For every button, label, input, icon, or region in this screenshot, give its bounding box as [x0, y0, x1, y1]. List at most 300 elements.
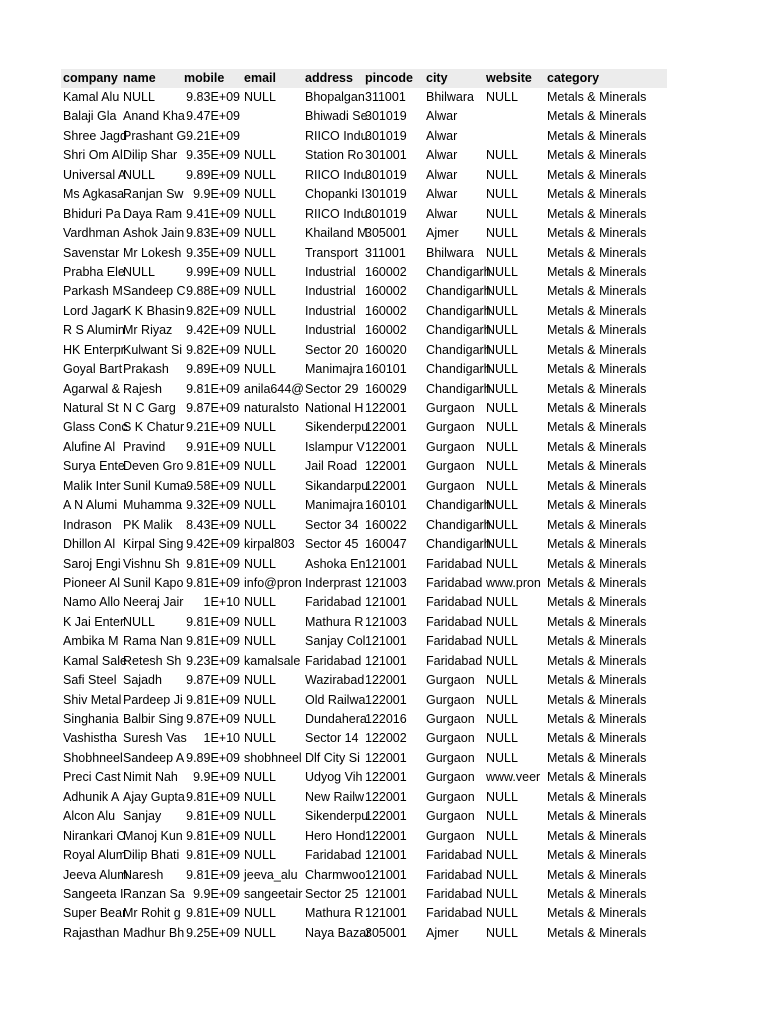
cell-city[interactable]: Gurgaon	[426, 401, 475, 415]
cell-email[interactable]: NULL	[244, 906, 276, 921]
cell-category[interactable]: Metals & Minerals	[547, 789, 647, 804]
cell-mobile[interactable]: 9.81E+09	[186, 381, 240, 396]
cell-website[interactable]: NULL	[486, 614, 518, 629]
cell-mobile[interactable]: 9.99E+09	[186, 264, 240, 279]
cell-mobile[interactable]: 9.42E+09	[186, 323, 240, 338]
cell-pincode[interactable]: 305001	[365, 925, 407, 940]
cell-category[interactable]: Metals & Minerals	[547, 809, 647, 824]
cell-company[interactable]: Kamal Alu	[63, 90, 120, 104]
cell-company[interactable]: Rajasthan	[63, 925, 120, 940]
cell-address[interactable]: Faridabad	[305, 653, 362, 668]
cell-name[interactable]: Nimit Nah	[123, 770, 178, 785]
cell-mobile[interactable]: 9.81E+09	[186, 867, 240, 882]
cell-company[interactable]: Indrason	[63, 517, 112, 532]
cell-mobile[interactable]: 9.81E+09	[186, 692, 240, 707]
cell-mobile[interactable]: 9.32E+09	[186, 498, 240, 513]
cell-mobile[interactable]: 9.82E+09	[186, 342, 240, 357]
cell-category[interactable]: Metals & Minerals	[547, 867, 647, 882]
cell-category[interactable]: Metals & Minerals	[547, 537, 647, 552]
cell-company[interactable]: Saroj Engi	[63, 556, 121, 571]
cell-city[interactable]: Gurgaon	[426, 439, 475, 454]
cell-website[interactable]: NULL	[486, 653, 518, 668]
cell-mobile[interactable]: 9.89E+09	[186, 362, 240, 377]
cell-email[interactable]: info@pron	[244, 575, 302, 590]
cell-company[interactable]: Royal Alum	[63, 848, 127, 863]
cell-name[interactable]: Kirpal Sing	[123, 537, 184, 552]
cell-website[interactable]: NULL	[486, 148, 518, 163]
cell-city[interactable]: Chandigarh	[426, 342, 491, 357]
cell-address[interactable]: RIICO Indu	[305, 167, 368, 182]
cell-category[interactable]: Metals & Minerals	[547, 128, 647, 143]
cell-company[interactable]: Glass Conc	[63, 420, 128, 435]
cell-category[interactable]: Metals & Minerals	[547, 673, 647, 688]
cell-email[interactable]: NULL	[244, 264, 276, 279]
cell-city[interactable]: Chandigarh	[426, 498, 491, 513]
cell-address[interactable]: Sector 25	[305, 886, 359, 901]
cell-address[interactable]: Sikenderpu	[305, 809, 369, 824]
cell-category[interactable]: Metals & Minerals	[547, 925, 647, 940]
cell-address[interactable]: Bhopalgan	[305, 90, 365, 104]
cell-category[interactable]: Metals & Minerals	[547, 828, 647, 843]
cell-pincode[interactable]: 121003	[365, 614, 407, 629]
cell-name[interactable]: Pravind	[123, 439, 166, 454]
cell-city[interactable]: Faridabad	[426, 634, 483, 649]
cell-address[interactable]: Sikenderpu	[305, 420, 369, 435]
cell-website[interactable]: NULL	[486, 459, 518, 474]
cell-address[interactable]: Industrial	[305, 284, 356, 299]
cell-pincode[interactable]: 122001	[365, 750, 407, 765]
cell-name[interactable]: Sunil Kuma	[123, 478, 187, 493]
cell-company[interactable]: Sangeeta I	[63, 886, 124, 901]
cell-address[interactable]: Sikandarpu	[305, 478, 369, 493]
cell-category[interactable]: Metals & Minerals	[547, 906, 647, 921]
cell-name[interactable]: Ajay Gupta	[123, 789, 185, 804]
cell-pincode[interactable]: 122001	[365, 459, 407, 474]
cell-company[interactable]: Adhunik A	[63, 789, 120, 804]
cell-address[interactable]: Khailand M	[305, 226, 368, 241]
cell-category[interactable]: Metals & Minerals	[547, 692, 647, 707]
cell-company[interactable]: Jeeva Alum	[63, 867, 128, 882]
cell-mobile[interactable]: 9.81E+09	[186, 634, 240, 649]
cell-email[interactable]: NULL	[244, 342, 276, 357]
cell-mobile[interactable]: 9.81E+09	[186, 828, 240, 843]
cell-name[interactable]: NULL	[123, 167, 155, 182]
header-pincode[interactable]: pincode	[365, 71, 413, 85]
cell-website[interactable]: NULL	[486, 226, 518, 241]
cell-website[interactable]: NULL	[486, 245, 518, 260]
cell-mobile[interactable]: 1E+10	[203, 731, 240, 746]
cell-pincode[interactable]: 122002	[365, 731, 407, 746]
cell-city[interactable]: Alwar	[426, 128, 458, 143]
cell-website[interactable]: NULL	[486, 206, 518, 221]
cell-city[interactable]: Faridabad	[426, 653, 483, 668]
cell-city[interactable]: Faridabad	[426, 906, 483, 921]
cell-mobile[interactable]: 9.89E+09	[186, 167, 240, 182]
cell-company[interactable]: Bhiduri Pa	[63, 206, 121, 221]
cell-mobile[interactable]: 9.81E+09	[186, 906, 240, 921]
cell-city[interactable]: Ajmer	[426, 925, 459, 940]
cell-website[interactable]: NULL	[486, 886, 518, 901]
cell-name[interactable]: Neeraj Jair	[123, 595, 184, 610]
cell-address[interactable]: Bhiwadi Se	[305, 109, 368, 124]
cell-website[interactable]	[484, 127, 545, 146]
cell-city[interactable]: Chandigarh	[426, 362, 491, 377]
cell-name[interactable]: Kulwant Si	[123, 342, 183, 357]
cell-city[interactable]: Chandigarh	[426, 303, 491, 318]
cell-email[interactable]: NULL	[244, 362, 276, 377]
cell-pincode[interactable]: 121001	[365, 867, 407, 882]
cell-city[interactable]: Chandigarh	[426, 537, 491, 552]
cell-name[interactable]: PK Malik	[123, 517, 173, 532]
cell-company[interactable]: Vardhman	[63, 226, 120, 241]
cell-name[interactable]: Madhur Bh	[123, 925, 185, 940]
cell-company[interactable]: Dhillon Al	[63, 537, 116, 552]
cell-email[interactable]: NULL	[244, 556, 276, 571]
cell-email[interactable]: kamalsale	[244, 653, 301, 668]
cell-website[interactable]: NULL	[486, 537, 518, 552]
cell-company[interactable]: R S Alumin	[63, 323, 125, 338]
cell-pincode[interactable]: 160002	[365, 303, 407, 318]
cell-company[interactable]: Namo Allo	[63, 595, 120, 610]
cell-name[interactable]: N C Garg	[123, 401, 176, 415]
cell-category[interactable]: Metals & Minerals	[547, 498, 647, 513]
cell-website[interactable]: NULL	[486, 498, 518, 513]
cell-name[interactable]: Retesh Sh	[123, 653, 182, 668]
cell-pincode[interactable]: 160047	[365, 537, 407, 552]
cell-website[interactable]: www.pron	[486, 575, 541, 590]
cell-pincode[interactable]: 122016	[365, 712, 407, 726]
cell-pincode[interactable]: 160002	[365, 284, 407, 299]
cell-pincode[interactable]: 122001	[365, 420, 407, 435]
cell-website[interactable]: www.veer	[486, 770, 541, 785]
cell-name[interactable]: Balbir Sing	[123, 712, 184, 726]
cell-pincode[interactable]: 305001	[365, 226, 407, 241]
cell-category[interactable]: Metals & Minerals	[547, 303, 647, 318]
cell-website[interactable]: NULL	[486, 867, 518, 882]
cell-website[interactable]: NULL	[486, 712, 518, 726]
cell-city[interactable]: Alwar	[426, 206, 458, 221]
cell-company[interactable]: Parkash M	[63, 284, 123, 299]
cell-address[interactable]: Sector 29	[305, 381, 359, 396]
cell-mobile[interactable]: 9.81E+09	[186, 575, 240, 590]
cell-address[interactable]: Naya Bazar	[305, 925, 371, 940]
cell-mobile[interactable]: 9.9E+09	[193, 187, 240, 202]
cell-email[interactable]: NULL	[244, 692, 276, 707]
cell-name[interactable]: K K Bhasin	[123, 303, 185, 318]
cell-company[interactable]: Alcon Alu	[63, 809, 116, 824]
cell-name[interactable]: Sajadh	[123, 673, 162, 688]
cell-mobile[interactable]: 9.81E+09	[186, 459, 240, 474]
cell-city[interactable]: Gurgaon	[426, 478, 475, 493]
cell-name[interactable]: Ranzan Sa	[123, 886, 185, 901]
cell-address[interactable]: Dlf City Si	[305, 750, 360, 765]
cell-mobile[interactable]: 9.58E+09	[186, 478, 240, 493]
cell-email[interactable]: NULL	[244, 459, 276, 474]
cell-category[interactable]: Metals & Minerals	[547, 478, 647, 493]
cell-name[interactable]: Sandeep A	[123, 750, 185, 765]
cell-category[interactable]: Metals & Minerals	[547, 206, 647, 221]
cell-company[interactable]: Kamal Sale	[63, 653, 127, 668]
cell-address[interactable]: Sanjay Col	[305, 634, 366, 649]
cell-website[interactable]: NULL	[486, 809, 518, 824]
cell-category[interactable]: Metals & Minerals	[547, 90, 647, 104]
cell-category[interactable]: Metals & Minerals	[547, 712, 647, 726]
cell-pincode[interactable]: 301019	[365, 206, 407, 221]
cell-company[interactable]: Surya Ente	[63, 459, 125, 474]
cell-name[interactable]: NULL	[123, 90, 155, 104]
cell-email[interactable]: kirpal803	[244, 537, 295, 552]
cell-pincode[interactable]: 121003	[365, 575, 407, 590]
cell-city[interactable]: Bhilwara	[426, 90, 474, 104]
cell-email[interactable]: NULL	[244, 828, 276, 843]
cell-category[interactable]: Metals & Minerals	[547, 517, 647, 532]
cell-name[interactable]: S K Chatur	[123, 420, 185, 435]
cell-company[interactable]: Malik Inter	[63, 478, 121, 493]
cell-company[interactable]: Ms Agkasa	[63, 187, 125, 202]
cell-name[interactable]: Rajesh	[123, 381, 162, 396]
cell-pincode[interactable]: 122001	[365, 478, 407, 493]
cell-city[interactable]: Faridabad	[426, 556, 483, 571]
cell-pincode[interactable]: 122001	[365, 789, 407, 804]
cell-email[interactable]: NULL	[244, 925, 276, 940]
cell-address[interactable]: Udyog Vih	[305, 770, 363, 785]
cell-city[interactable]: Chandigarh	[426, 323, 491, 338]
cell-address[interactable]: RIICO Indu	[305, 128, 368, 143]
cell-address[interactable]: Sector 20	[305, 342, 359, 357]
cell-city[interactable]: Chandigarh	[426, 381, 491, 396]
cell-mobile[interactable]: 9.81E+09	[186, 848, 240, 863]
cell-website[interactable]: NULL	[486, 750, 518, 765]
cell-website[interactable]: NULL	[486, 692, 518, 707]
cell-name[interactable]: Ranjan Sw	[123, 187, 184, 202]
cell-category[interactable]: Metals & Minerals	[547, 167, 647, 182]
cell-email[interactable]: sangeetair	[244, 886, 303, 901]
cell-name[interactable]: Sanjay	[123, 809, 162, 824]
cell-website[interactable]: NULL	[486, 906, 518, 921]
header-city[interactable]: city	[426, 71, 448, 85]
cell-mobile[interactable]: 9.42E+09	[186, 537, 240, 552]
cell-website[interactable]: NULL	[486, 634, 518, 649]
cell-mobile[interactable]: 9.47E+09	[186, 109, 240, 124]
cell-address[interactable]: Wazirabad	[305, 673, 365, 688]
cell-company[interactable]: Safi Steel	[63, 673, 117, 688]
cell-pincode[interactable]: 121001	[365, 634, 407, 649]
cell-company[interactable]: Nirankari C	[63, 828, 126, 843]
cell-mobile[interactable]: 9.83E+09	[186, 90, 240, 104]
cell-pincode[interactable]: 160022	[365, 517, 407, 532]
cell-category[interactable]: Metals & Minerals	[547, 264, 647, 279]
cell-company[interactable]: Ambika M	[63, 634, 119, 649]
cell-category[interactable]: Metals & Minerals	[547, 439, 647, 454]
cell-mobile[interactable]: 9.9E+09	[193, 770, 240, 785]
cell-address[interactable]: Islampur V	[305, 439, 365, 454]
cell-category[interactable]: Metals & Minerals	[547, 848, 647, 863]
cell-website[interactable]: NULL	[486, 264, 518, 279]
cell-pincode[interactable]: 301019	[365, 167, 407, 182]
cell-company[interactable]: Alufine Al	[63, 439, 116, 454]
cell-category[interactable]: Metals & Minerals	[547, 148, 647, 163]
cell-pincode[interactable]: 122001	[365, 673, 407, 688]
cell-address[interactable]: Sector 34	[305, 517, 359, 532]
header-address[interactable]: address	[305, 71, 353, 85]
cell-mobile[interactable]: 8.43E+09	[186, 517, 240, 532]
cell-company[interactable]: Prabha Ele	[63, 264, 125, 279]
cell-pincode[interactable]: 122001	[365, 770, 407, 785]
cell-email[interactable]: NULL	[244, 206, 276, 221]
cell-pincode[interactable]: 121001	[365, 556, 407, 571]
cell-city[interactable]: Chandigarh	[426, 284, 491, 299]
cell-address[interactable]: Sector 45	[305, 537, 359, 552]
cell-company[interactable]: Preci Cast	[63, 770, 121, 785]
cell-name[interactable]: Mr Rohit g	[123, 906, 181, 921]
cell-name[interactable]: Mr Lokesh	[123, 245, 182, 260]
cell-city[interactable]: Gurgaon	[426, 828, 475, 843]
cell-name[interactable]: Rama Nan	[123, 634, 183, 649]
cell-website[interactable]: NULL	[486, 556, 518, 571]
cell-address[interactable]: Station Ro	[305, 148, 364, 163]
cell-email[interactable]: NULL	[244, 284, 276, 299]
cell-email[interactable]: NULL	[244, 167, 276, 182]
cell-city[interactable]: Alwar	[426, 148, 458, 163]
cell-company[interactable]: Natural St	[63, 401, 119, 415]
cell-mobile[interactable]: 9.25E+09	[186, 925, 240, 940]
cell-category[interactable]: Metals & Minerals	[547, 750, 647, 765]
cell-mobile[interactable]: 9.87E+09	[186, 712, 240, 726]
cell-email[interactable]: NULL	[244, 673, 276, 688]
cell-pincode[interactable]: 122001	[365, 401, 407, 415]
cell-name[interactable]: Daya Ram	[123, 206, 183, 221]
cell-website[interactable]: NULL	[486, 90, 518, 104]
cell-email[interactable]: naturalsto	[244, 401, 299, 415]
header-category[interactable]: category	[547, 71, 600, 85]
cell-mobile[interactable]: 9.88E+09	[186, 284, 240, 299]
cell-company[interactable]: Universal A	[63, 167, 127, 182]
cell-name[interactable]: Muhamma	[123, 498, 183, 513]
cell-company[interactable]: Shiv Metal	[63, 692, 122, 707]
cell-city[interactable]: Alwar	[426, 167, 458, 182]
cell-name[interactable]: Dilip Bhati	[123, 848, 180, 863]
cell-company[interactable]: Balaji Gla	[63, 109, 117, 124]
cell-city[interactable]: Faridabad	[426, 867, 483, 882]
cell-company[interactable]: Shree Jagd	[63, 128, 127, 143]
cell-pincode[interactable]: 160029	[365, 381, 407, 396]
cell-city[interactable]: Faridabad	[426, 595, 483, 610]
cell-mobile[interactable]: 9.87E+09	[186, 401, 240, 415]
cell-category[interactable]: Metals & Minerals	[547, 381, 647, 396]
cell-email[interactable]: NULL	[244, 226, 276, 241]
cell-category[interactable]: Metals & Minerals	[547, 575, 647, 590]
cell-city[interactable]: Chandigarh	[426, 264, 491, 279]
cell-pincode[interactable]: 301019	[365, 128, 407, 143]
cell-email[interactable]	[242, 127, 303, 146]
cell-city[interactable]: Gurgaon	[426, 692, 475, 707]
cell-website[interactable]: NULL	[486, 673, 518, 688]
cell-company[interactable]: Goyal Bart	[63, 362, 123, 377]
cell-email[interactable]: NULL	[244, 731, 276, 746]
header-email[interactable]: email	[244, 71, 276, 85]
cell-website[interactable]: NULL	[486, 789, 518, 804]
cell-mobile[interactable]: 9.81E+09	[186, 556, 240, 571]
cell-address[interactable]: Sector 14	[305, 731, 359, 746]
cell-pincode[interactable]: 121001	[365, 848, 407, 863]
cell-name[interactable]: Mr Riyaz	[123, 323, 173, 338]
cell-name[interactable]: Vishnu Sh	[123, 556, 180, 571]
cell-name[interactable]: Suresh Vas	[123, 731, 187, 746]
cell-category[interactable]: Metals & Minerals	[547, 323, 647, 338]
cell-email[interactable]: NULL	[244, 90, 276, 104]
cell-website[interactable]: NULL	[486, 381, 518, 396]
cell-name[interactable]: Dilip Shar	[123, 148, 178, 163]
cell-website[interactable]: NULL	[486, 342, 518, 357]
cell-email[interactable]: NULL	[244, 439, 276, 454]
cell-pincode[interactable]: 121001	[365, 886, 407, 901]
cell-category[interactable]: Metals & Minerals	[547, 284, 647, 299]
cell-mobile[interactable]: 9.35E+09	[186, 148, 240, 163]
cell-city[interactable]: Gurgaon	[426, 673, 475, 688]
cell-address[interactable]: Transport	[305, 245, 359, 260]
cell-address[interactable]: Industrial	[305, 303, 356, 318]
cell-address[interactable]: National H	[305, 401, 364, 415]
header-mobile[interactable]: mobile	[184, 71, 225, 85]
cell-city[interactable]: Ajmer	[426, 226, 459, 241]
cell-website[interactable]: NULL	[486, 925, 518, 940]
cell-website[interactable]: NULL	[486, 362, 518, 377]
cell-company[interactable]: Pioneer Al	[63, 575, 120, 590]
cell-email[interactable]: NULL	[244, 770, 276, 785]
cell-category[interactable]: Metals & Minerals	[547, 245, 647, 260]
cell-email[interactable]: NULL	[244, 809, 276, 824]
cell-pincode[interactable]: 160101	[365, 362, 407, 377]
cell-pincode[interactable]: 160020	[365, 342, 407, 357]
cell-email[interactable]: NULL	[244, 148, 276, 163]
cell-email[interactable]	[242, 107, 303, 126]
cell-category[interactable]: Metals & Minerals	[547, 362, 647, 377]
cell-website[interactable]: NULL	[486, 323, 518, 338]
cell-city[interactable]: Alwar	[426, 109, 458, 124]
cell-mobile[interactable]: 9.23E+09	[186, 653, 240, 668]
cell-email[interactable]: NULL	[244, 323, 276, 338]
cell-city[interactable]: Faridabad	[426, 614, 483, 629]
cell-city[interactable]: Gurgaon	[426, 789, 475, 804]
cell-pincode[interactable]: 160101	[365, 498, 407, 513]
cell-email[interactable]: NULL	[244, 420, 276, 435]
cell-city[interactable]: Gurgaon	[426, 731, 475, 746]
cell-address[interactable]: Old Railwa	[305, 692, 366, 707]
cell-city[interactable]: Gurgaon	[426, 712, 475, 726]
cell-category[interactable]: Metals & Minerals	[547, 886, 647, 901]
header-name[interactable]: name	[123, 71, 156, 85]
cell-city[interactable]: Faridabad	[426, 886, 483, 901]
cell-address[interactable]: Dundahera	[305, 712, 367, 726]
cell-email[interactable]: NULL	[244, 789, 276, 804]
cell-name[interactable]: Anand Kha	[123, 109, 185, 124]
cell-name[interactable]: Sunil Kapo	[123, 575, 184, 590]
cell-company[interactable]: A N Alumi	[63, 498, 118, 513]
cell-website[interactable]	[484, 107, 545, 126]
cell-mobile[interactable]: 9.21E+09	[186, 128, 240, 143]
cell-name[interactable]: Sandeep C	[123, 284, 186, 299]
cell-company[interactable]: K Jai Enter	[63, 614, 125, 629]
cell-email[interactable]: anila644@	[244, 381, 304, 396]
cell-category[interactable]: Metals & Minerals	[547, 109, 647, 124]
cell-mobile[interactable]: 9.82E+09	[186, 303, 240, 318]
cell-email[interactable]: shobhneel	[244, 750, 302, 765]
cell-address[interactable]: Inderprast	[305, 575, 362, 590]
cell-company[interactable]: Singhania	[63, 712, 119, 726]
header-website[interactable]: website	[486, 71, 532, 85]
cell-name[interactable]: Naresh	[123, 867, 164, 882]
cell-email[interactable]: jeeva_alu	[244, 867, 298, 882]
